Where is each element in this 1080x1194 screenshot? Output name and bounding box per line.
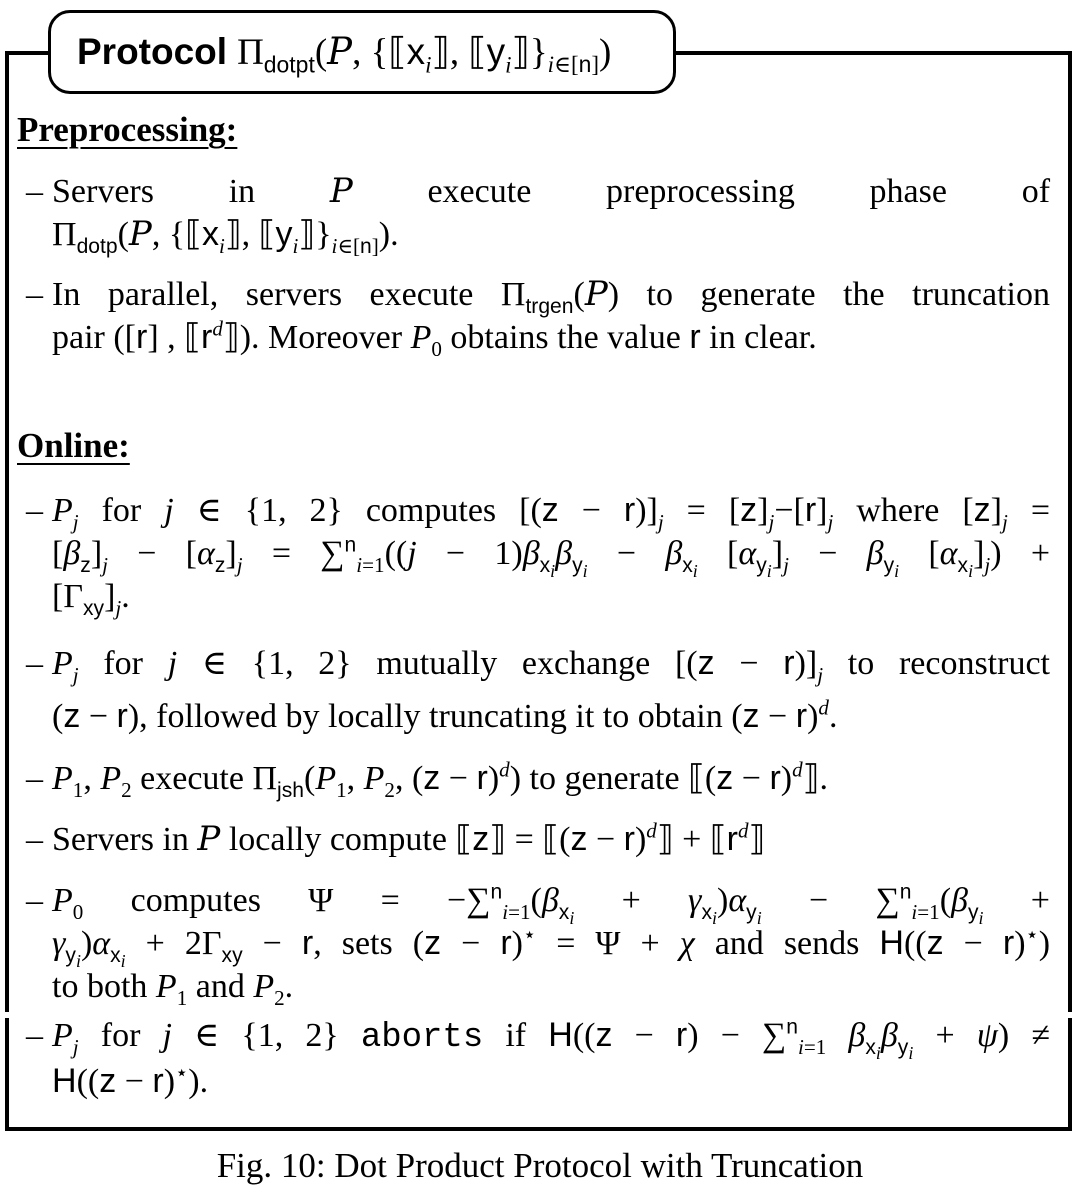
protocol-signature: $\Pi_{dotpt}(P$, {$⟦x_i⟧$, $⟦y_i⟧\}_{i\in[n]}$)	[237, 30, 612, 78]
protocol-title	[48, 10, 676, 94]
frame-gap-right	[1066, 1012, 1074, 1018]
online-item-3: – $P_1$, $P_2$ execute $\Pi_{jsh}(P_1$, $P_2$, $(z - r)^d$) to generate ⟦(z − r)$^d$⟧.	[26, 757, 828, 802]
frame-gap-left	[3, 1012, 11, 1018]
protocol-keyword: Protocol	[77, 31, 228, 72]
online-item-6: – $P_j$ for j ∈ {1, 2} aborts if H((z − r) − ∑$^n_{i=1}$ $\beta_{x_i}\beta_{y_i} + \psi$) ≠ H((z − r)⋆).	[26, 1015, 1050, 1100]
online-item-5: – $P_0$ computes $\Psi = -\sum^n_{i=1}(\beta_{x_i} + \gamma_{x_i})\alpha_{y_i} - \sum^n_{i=1}(\beta_{y_i}$ + $\gamma_{y_i})\alpha_{x_i} + 2\Gamma_{xy} - r$, sets (z − r)⋆ = Ψ + χ and sends H((z − r)⋆) to both $P_1$ and $P_2$.	[26, 880, 1051, 1010]
online-item-1: – $P_j$ for j ∈ {1, 2} computes $[(z - r)]_j = [z]_j-[r]_j$ where $[z]_j$ = $[\beta_z]_j - [\alpha_z]_j = \sum^n_{i=1}((j - 1)\beta_{x_i}\beta_{y_i} - \beta_{x_i}$ $[\alpha_{y_i}]_j - \beta_{y_i}$ $[\alpha_{x_i}]_j$) + $[\Gamma_{xy}]_j$.	[26, 491, 1050, 620]
online-heading: Online:	[17, 426, 130, 465]
preprocessing-item-1: – Servers in P execute preprocessing phase of $\Pi_{dotp}(P$, {$⟦x_i⟧$, $⟦y_i⟧\}_{i\in[n]}$).	[26, 171, 1051, 258]
figure-caption: Fig. 10: Dot Product Protocol with Truncation	[216, 1146, 864, 1185]
online-item-4: – Servers in P locally compute ⟦z⟧ = ⟦(z − r)$^d$⟧ + $⟦r^d⟧$	[26, 818, 766, 859]
preprocessing-item-2: – In parallel, servers execute $\Pi_{trgen}(P)$ to generate the truncation pair ([r] , $⟦r^d⟧$). Moreover $P_0$ obtains the value r in clear.	[26, 274, 1050, 361]
preprocessing-heading: Preprocessing:	[17, 110, 238, 149]
online-item-2: – $P_j$ for j ∈ {1, 2} mutually exchange $[(z - r)]_j$ to reconstruct (z − r), followed by locally truncating it to obtain $(z - r)^d$.	[26, 644, 1050, 735]
